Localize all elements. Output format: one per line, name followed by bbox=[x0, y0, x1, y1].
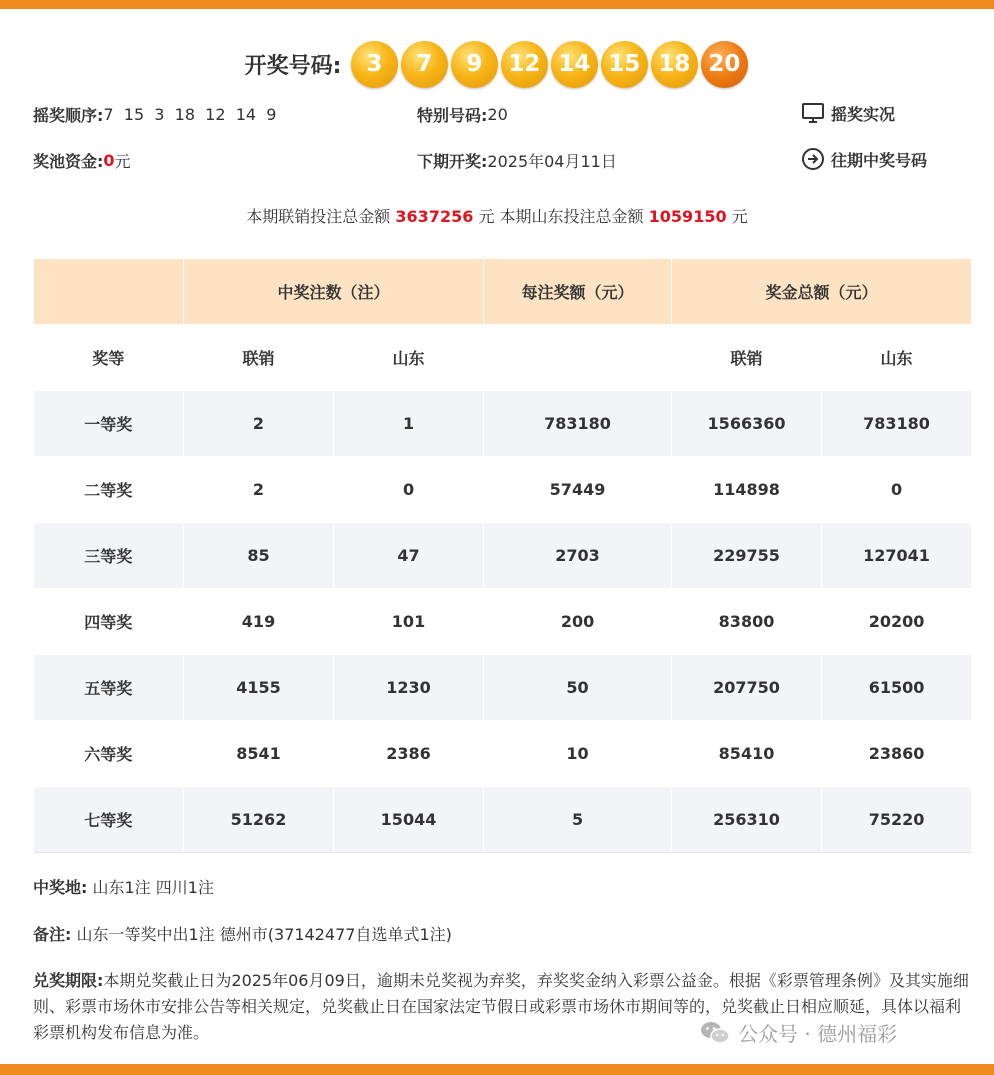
table-row bbox=[34, 655, 972, 721]
total-national: 85410 bbox=[672, 721, 822, 787]
total-sd: 127041 bbox=[822, 523, 972, 589]
top-accent-bar bbox=[0, 0, 994, 9]
per-bet: 783180 bbox=[484, 391, 672, 457]
table-row bbox=[34, 589, 972, 655]
table-sub-header bbox=[34, 325, 972, 391]
draw-order-label: 摇奖顺序: bbox=[33, 106, 104, 125]
prize-pool-label: 奖池资金: bbox=[33, 152, 104, 171]
count-national: 2 bbox=[184, 457, 334, 523]
ball: 12 bbox=[501, 41, 548, 88]
total-national: 83800 bbox=[672, 589, 822, 655]
prize-level: 六等奖 bbox=[34, 721, 184, 787]
per-bet: 57449 bbox=[484, 457, 672, 523]
winning-location-label: 中奖地: bbox=[33, 878, 88, 897]
per-bet: 5 bbox=[484, 787, 672, 853]
table-row bbox=[34, 391, 972, 457]
table-row bbox=[34, 457, 972, 523]
total-national: 229755 bbox=[672, 523, 822, 589]
ball: 9 bbox=[451, 41, 498, 88]
special-number-value: 20 bbox=[487, 105, 508, 124]
per-bet: 10 bbox=[484, 721, 672, 787]
winning-location-value: 山东1注 四川1注 bbox=[92, 878, 214, 897]
prize-level: 五等奖 bbox=[34, 655, 184, 721]
history-link[interactable] bbox=[801, 147, 927, 171]
province-sales-unit: 元 bbox=[731, 207, 748, 226]
prize-level: 三等奖 bbox=[34, 523, 184, 589]
bottom-accent-bar bbox=[0, 1064, 994, 1075]
total-sd: 23860 bbox=[822, 721, 972, 787]
total-sd: 61500 bbox=[822, 655, 972, 721]
total-national: 1566360 bbox=[672, 391, 822, 457]
count-sd: 2386 bbox=[334, 721, 484, 787]
header-win-count: 中奖注数（注） bbox=[184, 259, 484, 325]
ball: 7 bbox=[401, 41, 448, 88]
count-national: 85 bbox=[184, 523, 334, 589]
per-bet: 200 bbox=[484, 589, 672, 655]
remark-label: 备注: bbox=[33, 925, 72, 944]
watermark bbox=[700, 1018, 897, 1047]
total-sd: 75220 bbox=[822, 787, 972, 853]
ball: 15 bbox=[601, 41, 648, 88]
live-draw-link-label: 摇奖实况 bbox=[831, 104, 896, 124]
sales-summary bbox=[0, 204, 994, 227]
count-sd: 15044 bbox=[334, 787, 484, 853]
header-total-sd: 山东 bbox=[822, 325, 972, 391]
next-draw bbox=[417, 149, 617, 172]
ball: 14 bbox=[551, 41, 598, 88]
table-row bbox=[34, 523, 972, 589]
winning-numbers-label: 开奖号码: bbox=[244, 53, 342, 79]
count-sd: 47 bbox=[334, 523, 484, 589]
prize-level: 一等奖 bbox=[34, 391, 184, 457]
province-sales-value: 1059150 bbox=[648, 207, 727, 226]
redemption-deadline-label: 兑奖期限: bbox=[33, 971, 104, 990]
prize-table bbox=[33, 258, 972, 853]
next-draw-date: 2025年04月11日 bbox=[487, 152, 617, 171]
prize-pool bbox=[33, 149, 131, 172]
redemption-deadline-value: 本期兑奖截止日为2025年06月09日，逾期未兑奖视为弃奖，弃奖奖金纳入彩票公益金。根据《彩票管理条例》及其实施细则、彩票市场休市安排公告等相关规定，兑奖截止日在国家法定节假日或彩票市场休市期间等的，兑奖截止日相应顺延，具体以福利彩票机构发布信息为准。 bbox=[33, 971, 969, 1042]
prize-level: 七等奖 bbox=[34, 787, 184, 853]
monitor-icon bbox=[801, 101, 825, 125]
header-total-prize: 奖金总额（元） bbox=[672, 259, 972, 325]
winning-location bbox=[33, 875, 971, 901]
watermark-text: 公众号 · 德州福彩 bbox=[738, 1022, 898, 1046]
count-sd: 0 bbox=[334, 457, 484, 523]
per-bet: 50 bbox=[484, 655, 672, 721]
header-per-bet: 每注奖额（元） bbox=[484, 259, 672, 325]
prize-level: 二等奖 bbox=[34, 457, 184, 523]
national-sales-value: 3637256 bbox=[395, 207, 474, 226]
prize-level: 四等奖 bbox=[34, 589, 184, 655]
ball: 3 bbox=[351, 41, 398, 88]
header-per-bet-blank bbox=[484, 325, 672, 391]
total-sd: 20200 bbox=[822, 589, 972, 655]
per-bet: 2703 bbox=[484, 523, 672, 589]
winning-numbers bbox=[0, 36, 994, 92]
next-draw-label: 下期开奖: bbox=[417, 152, 488, 171]
prize-pool-unit: 元 bbox=[114, 152, 131, 171]
table-row bbox=[34, 787, 972, 853]
total-national: 207750 bbox=[672, 655, 822, 721]
national-sales-label: 本期联销投注总金额 bbox=[246, 207, 391, 226]
table-row bbox=[34, 721, 972, 787]
total-sd: 783180 bbox=[822, 391, 972, 457]
count-sd: 1 bbox=[334, 391, 484, 457]
count-sd: 101 bbox=[334, 589, 484, 655]
history-link-label: 往期中奖号码 bbox=[831, 150, 928, 170]
special-number-label: 特别号码: bbox=[417, 106, 488, 125]
header-total-national: 联销 bbox=[672, 325, 822, 391]
count-national: 8541 bbox=[184, 721, 334, 787]
total-national: 256310 bbox=[672, 787, 822, 853]
total-sd: 0 bbox=[822, 457, 972, 523]
count-national: 2 bbox=[184, 391, 334, 457]
remark-value: 山东一等奖中出1注 德州市(37142477自选单式1注) bbox=[76, 925, 452, 944]
header-level: 奖等 bbox=[34, 325, 184, 391]
count-national: 51262 bbox=[184, 787, 334, 853]
ball: 18 bbox=[651, 41, 698, 88]
arrow-circle-right-icon bbox=[801, 147, 825, 171]
province-sales-label: 本期山东投注总金额 bbox=[499, 207, 644, 226]
count-national: 4155 bbox=[184, 655, 334, 721]
draw-order bbox=[33, 103, 276, 126]
table-group-header bbox=[34, 259, 972, 325]
header-blank bbox=[34, 259, 184, 325]
live-draw-link[interactable] bbox=[801, 101, 895, 125]
header-count-national: 联销 bbox=[184, 325, 334, 391]
special-ball: 20 bbox=[701, 41, 748, 88]
count-sd: 1230 bbox=[334, 655, 484, 721]
header-count-sd: 山东 bbox=[334, 325, 484, 391]
total-national: 114898 bbox=[672, 457, 822, 523]
remark bbox=[33, 922, 971, 948]
national-sales-unit: 元 bbox=[478, 207, 495, 226]
count-national: 419 bbox=[184, 589, 334, 655]
draw-order-value: 7 15 3 18 12 14 9 bbox=[103, 105, 277, 124]
wechat-icon bbox=[700, 1020, 730, 1046]
special-number bbox=[417, 103, 508, 126]
prize-pool-value: 0 bbox=[103, 151, 115, 170]
